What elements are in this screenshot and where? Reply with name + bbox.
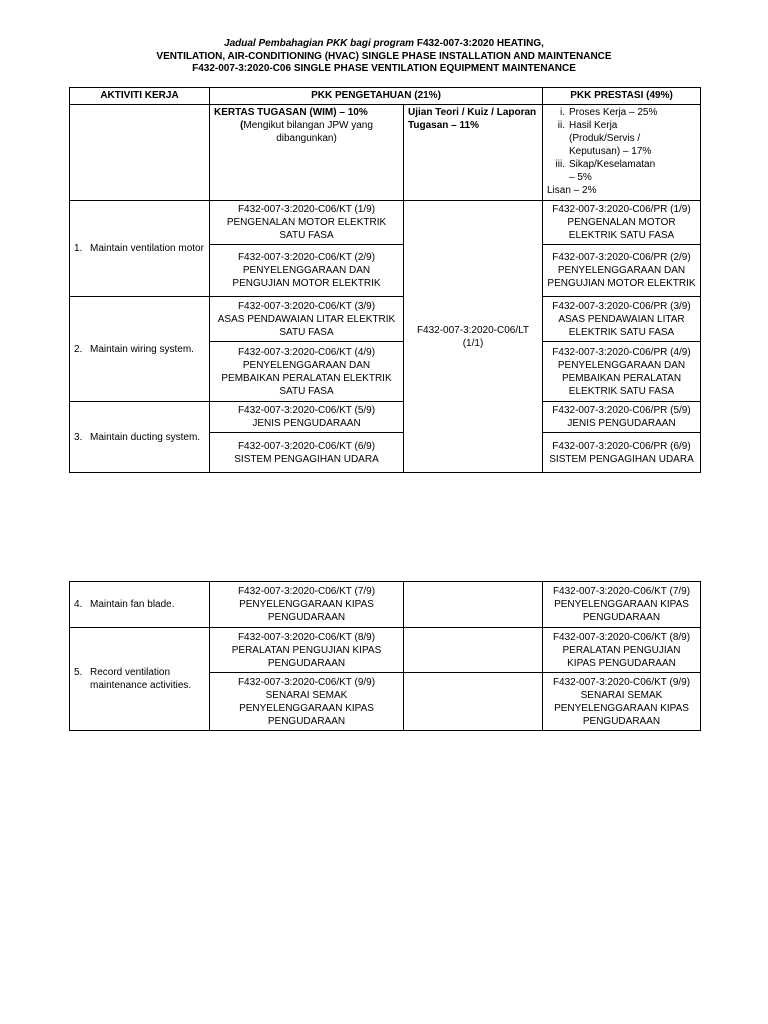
title-line-2: VENTILATION, AIR-CONDITIONING (HVAC) SINGLE PHASE INSTALLATION AND MAINTENANCE [156,50,612,62]
activity-number: 3. [74,431,83,443]
header-performance: PKK PRESTASI (49%) [543,88,701,105]
kt-cell [210,582,404,628]
kt-code: F432-007-3:2020-C06/KT (7/9) [237,586,376,597]
kt-cell [210,402,404,433]
activity-text: Maintain fan blade. [90,599,175,610]
wim-title: KERTAS TUGASAN (WIM) – 10% [214,107,368,118]
pr-code: F432-007-3:2020-C06/PR (3/9) [552,300,691,312]
theory-empty-cell [404,582,543,628]
pr-title: PENYELENGGARAAN DAN PEMBAIKAN PERALATAN ELEKTRIK SATU FASA [557,359,686,397]
pr-cell [543,297,701,342]
kt-code: F432-007-3:2020-C06/KT (9/9) [237,676,376,688]
table-row [70,628,701,673]
subheader-theory: Ujian Teori / Kuiz / Laporan Tugasan – 11% [404,105,543,201]
pr-code: F432-007-3:2020-C06/KT (8/9) [552,631,691,643]
performance-item-number: ii. [557,120,565,131]
performance-item-text: Hasil Kerja [569,120,618,131]
performance-item [543,158,696,171]
theory-empty-cell [404,673,543,731]
performance-item-text: Keputusan) – 17% [569,146,652,157]
kt-code: F432-007-3:2020-C06/KT (8/9) [237,631,376,643]
pr-title: PENYELENGGARAAN KIPAS PENGUDARAAN [554,599,689,623]
table-row [70,201,701,245]
kt-cell [210,297,404,342]
pr-cell [543,201,701,245]
activity-number: 1. [74,243,83,254]
kt-title: PENYELENGGARAAN DAN PENGUJIAN MOTOR ELEKTRIK [232,265,381,289]
kt-title: ASAS PENDAWAIAN LITAR ELEKTRIK SATU FASA [217,313,396,338]
pr-cell [543,402,701,433]
pr-code: F432-007-3:2020-C06/PR (2/9) [552,252,691,263]
pr-code: F432-007-3:2020-C06/PR (5/9) [552,405,691,416]
pr-cell [543,673,701,731]
kt-code: F432-007-3:2020-C06/KT (2/9) [237,252,376,263]
kt-code: F432-007-3:2020-C06/KT (1/9) [237,204,376,215]
activity-cell [70,582,210,628]
performance-item [543,119,696,132]
pr-cell [543,342,701,402]
activity-number: 2. [74,343,83,355]
document-title [0,38,768,76]
performance-item [543,132,696,145]
pr-code: F432-007-3:2020-C06/PR (6/9) [552,440,691,452]
pr-title: SISTEM PENGAGIHAN UDARA [549,453,694,465]
title-line-1: Jadual Pembahagian PKK bagi program F432-007-3:2020 HEATING, [224,38,544,49]
pr-title: PERALATAN PENGUJIAN KIPAS PENGUDARAAN [562,644,681,669]
pr-cell [543,628,701,673]
table-row [70,582,701,628]
distribution-table-1 [69,87,701,473]
performance-item [543,171,696,184]
pr-code: F432-007-3:2020-C06/KT (7/9) [552,586,691,597]
subheader-performance [543,105,701,201]
performance-item [543,106,696,119]
pr-title: SENARAI SEMAK PENYELENGGARAAN KIPAS PENGUDARAAN [554,689,689,727]
activity-text: Maintain ventilation motor [90,243,204,254]
pr-title: JENIS PENGUDARAAN [567,418,676,429]
activity-item [74,242,205,255]
activity-cell [70,297,210,402]
performance-item-number [543,171,569,184]
activity-cell [70,402,210,473]
activity-number: 5. [74,667,83,678]
subheader-wim [210,105,404,201]
performance-item-text: – 5% [569,172,592,183]
activity-text: Record ventilation maintenance activities. [90,667,192,691]
kt-cell [210,628,404,673]
theory-empty-cell [404,628,543,673]
title-line-3: F432-007-3:2020-C06 SINGLE PHASE VENTILATION EQUIPMENT MAINTENANCE [192,63,576,74]
performance-item [543,145,696,158]
lisan-label: Lisan – 2% [547,185,597,196]
performance-item-number: i. [560,107,565,118]
performance-item-number [543,145,569,158]
pr-title: ASAS PENDAWAIAN LITAR ELEKTRIK SATU FASA [558,313,685,338]
kt-code: F432-007-3:2020-C06/KT (3/9) [237,300,376,312]
performance-breakdown [543,106,696,184]
kt-code: F432-007-3:2020-C06/KT (4/9) [237,346,376,358]
performance-item-number [543,132,569,145]
subheader-empty-cell [70,105,210,201]
pr-title: PENYELENGGARAAN DAN PENGUJIAN MOTOR ELEKTRIK [547,265,696,289]
kt-cell [210,201,404,245]
performance-item-text: Sikap/Keselamatan [569,159,656,170]
pr-title: PENGENALAN MOTOR ELEKTRIK SATU FASA [567,217,676,241]
activity-text: Maintain ducting system. [90,431,201,443]
lt-cell [404,201,543,473]
kt-code: F432-007-3:2020-C06/KT (6/9) [237,440,376,452]
kt-cell [210,433,404,473]
performance-item-number: iii. [555,159,565,170]
table-row [70,402,701,433]
activity-item [74,598,205,611]
header-activity: AKTIVITI KERJA [70,88,210,105]
performance-item-text: (Produk/Servis / [569,133,641,144]
kt-cell [210,342,404,402]
activity-cell [70,628,210,731]
kt-title: SISTEM PENGAGIHAN UDARA [234,453,379,465]
pr-code: F432-007-3:2020-C06/KT (9/9) [552,676,691,688]
activity-number: 4. [74,599,83,610]
kt-title: SENARAI SEMAK PENYELENGGARAAN KIPAS PENGUDARAAN [239,689,374,727]
kt-cell [210,673,404,731]
lt-code: F432-007-3:2020-C06/LT (1/1) [416,324,530,349]
pr-code: F432-007-3:2020-C06/PR (4/9) [552,346,691,358]
table-row [70,297,701,342]
pr-code: F432-007-3:2020-C06/PR (1/9) [552,204,691,215]
activity-item [74,666,205,692]
distribution-table-2 [69,581,701,731]
kt-title: PENYELENGGARAAN KIPAS PENGUDARAAN [239,599,374,623]
kt-code: F432-007-3:2020-C06/KT (5/9) [237,405,376,416]
pr-cell [543,582,701,628]
activity-text: Maintain wiring system. [90,343,194,355]
activity-item [74,343,205,356]
kt-title: PENYELENGGARAAN DAN PEMBAIKAN PERALATAN ELEKTRIK SATU FASA [221,359,392,397]
pr-cell [543,245,701,297]
activity-cell [70,201,210,297]
wim-note: (Mengikut bilangan JPW yang dibangunkan) [240,120,373,144]
kt-cell [210,245,404,297]
pr-cell [543,433,701,473]
performance-item-text: Proses Kerja – 25% [569,107,658,118]
kt-title: PERALATAN PENGUJIAN KIPAS PENGUDARAAN [231,644,382,669]
kt-title: JENIS PENGUDARAAN [252,418,361,429]
activity-item [74,431,205,444]
header-knowledge: PKK PENGETAHUAN (21%) [210,88,543,105]
kt-title: PENGENALAN MOTOR ELEKTRIK SATU FASA [226,217,387,241]
